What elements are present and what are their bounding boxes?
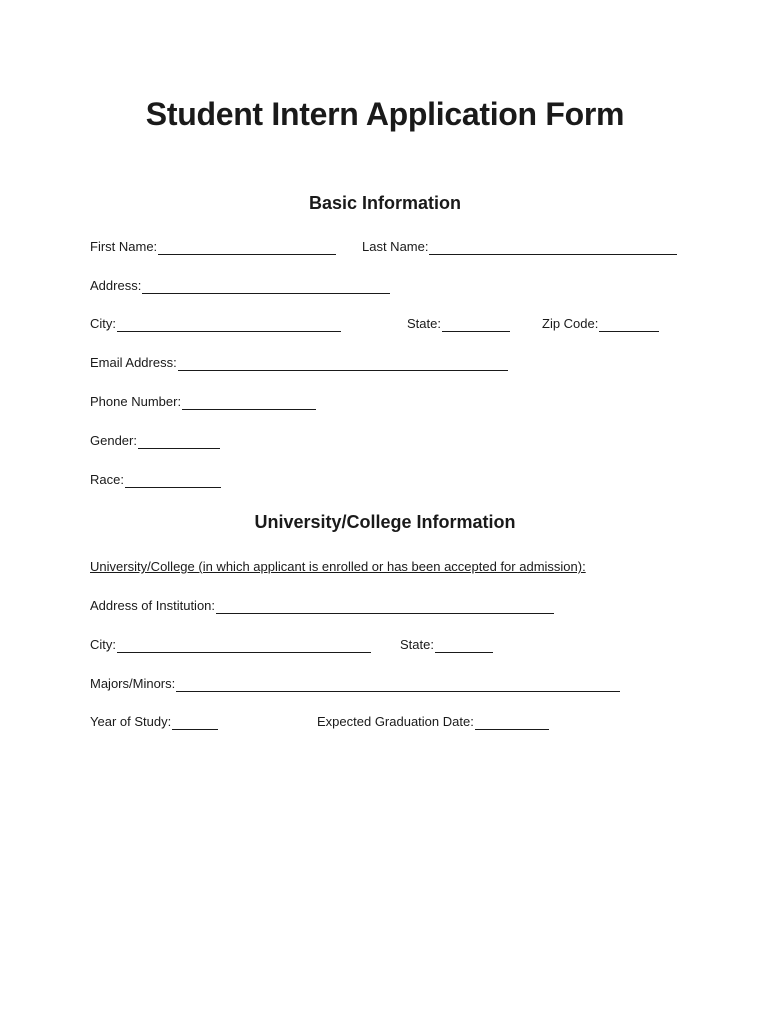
address-input-line[interactable] (142, 279, 390, 294)
email-field[interactable] (90, 355, 508, 371)
gender-input-line[interactable] (138, 434, 220, 449)
zip-code-label: Zip Code: (542, 316, 599, 331)
state-input-line[interactable] (442, 317, 510, 332)
institution-state-field[interactable] (400, 637, 493, 653)
graduation-date-label: Expected Graduation Date: (317, 714, 474, 729)
year-of-study-label: Year of Study: (90, 714, 172, 729)
university-info-heading: University/College Information (254, 512, 516, 532)
institution-address-label: Address of Institution: (90, 598, 216, 613)
state-label: State: (407, 316, 441, 331)
institution-city-field[interactable] (90, 637, 371, 653)
address-label: Address: (90, 278, 142, 293)
year-of-study-field[interactable] (90, 714, 218, 730)
last-name-input-line[interactable] (429, 240, 677, 255)
zip-code-field[interactable] (542, 316, 659, 332)
first-name-label: First Name: (90, 239, 158, 254)
email-input-line[interactable] (178, 356, 508, 371)
city-field[interactable] (90, 316, 341, 332)
majors-minors-label: Majors/Minors: (90, 676, 176, 691)
address-field[interactable] (90, 278, 390, 294)
institution-address-field[interactable] (90, 598, 554, 614)
institution-state-input-line[interactable] (435, 638, 493, 653)
city-input-line[interactable] (117, 317, 341, 332)
zip-code-input-line[interactable] (599, 317, 659, 332)
majors-minors-input-line[interactable] (176, 677, 620, 692)
email-label: Email Address: (90, 355, 177, 370)
state-field[interactable] (407, 316, 510, 332)
institution-city-input-line[interactable] (117, 638, 371, 653)
majors-minors-field[interactable] (90, 676, 620, 692)
phone-field[interactable] (90, 394, 316, 410)
first-name-input-line[interactable] (158, 240, 336, 255)
city-label: City: (90, 316, 116, 331)
form-title: Student Intern Application Form (145, 96, 625, 132)
graduation-date-field[interactable] (317, 714, 549, 730)
last-name-label: Last Name: (362, 239, 429, 254)
race-field[interactable] (90, 472, 221, 488)
institution-state-label: State: (400, 637, 434, 652)
gender-field[interactable] (90, 433, 220, 449)
race-input-line[interactable] (125, 473, 221, 488)
race-label: Race: (90, 472, 124, 487)
first-name-field[interactable] (90, 239, 336, 255)
year-of-study-input-line[interactable] (172, 715, 218, 730)
institution-address-input-line[interactable] (216, 599, 554, 614)
gender-label: Gender: (90, 433, 137, 448)
graduation-date-input-line[interactable] (475, 715, 549, 730)
basic-info-heading: Basic Information (308, 193, 462, 213)
institution-field-label: University/College (in which applicant is enrolled or has been accepted for admission): (90, 559, 586, 574)
phone-label: Phone Number: (90, 394, 182, 409)
phone-input-line[interactable] (182, 395, 316, 410)
last-name-field[interactable] (362, 239, 677, 255)
institution-city-label: City: (90, 637, 116, 652)
